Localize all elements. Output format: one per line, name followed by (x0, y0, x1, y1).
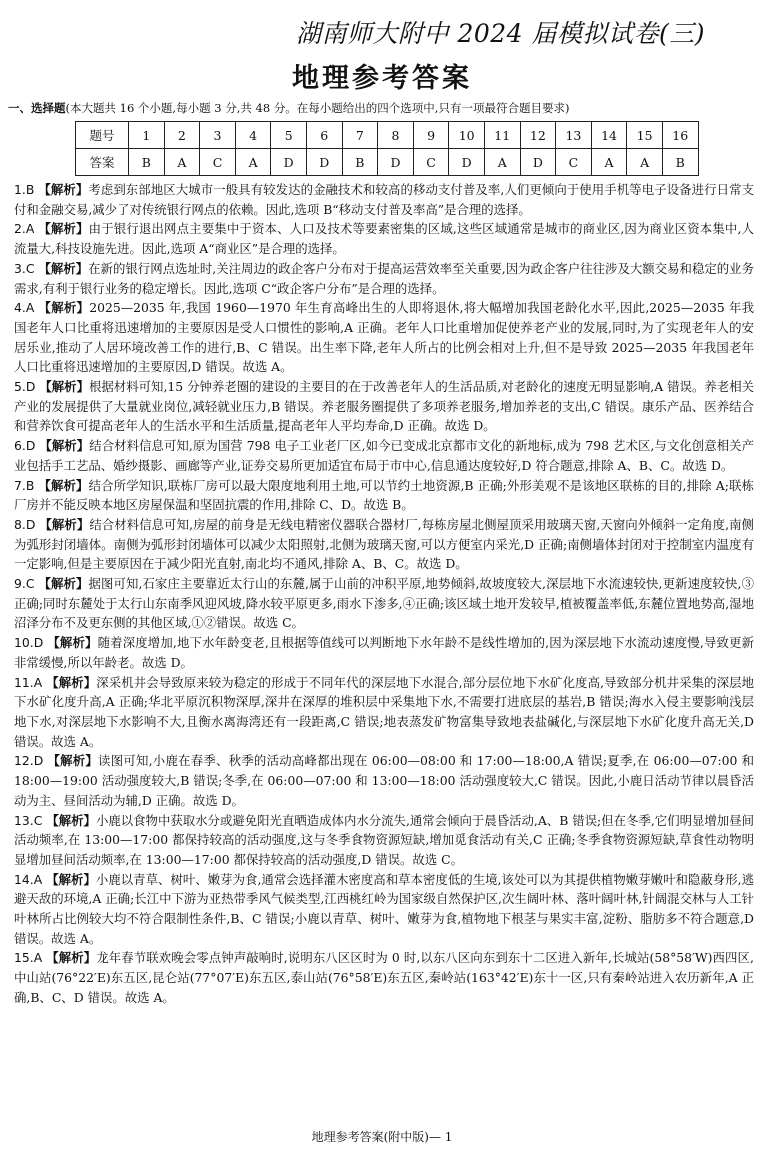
analysis-tag: 【解析】 (46, 871, 96, 887)
explanation-item (14, 811, 754, 870)
section-heading (8, 100, 758, 116)
question-number: 2. (14, 221, 26, 237)
explanation-text: 小鹿以青草、树叶、嫩芽为食,通常会选择灌木密度高和草本密度低的生境,该处可以为其提供植物嫩芽嫩叶和隐蔽身形,逃避天敌的环境,A 正确;长江中下游为亚热带季风气候类型,江西桃红岭为国家级自然保护区,次生阔叶林、落叶阔叶林,针阔混交林与人工针叶林所占比例较大均不符合限制性条件,B、C 错误;小鹿以青草、树叶、嫩芽为食,植物地下根茎与果实丰富,淀粉、脂肪多不符合题意,D 错误。故选 A。 (14, 871, 754, 946)
question-number: 5. (14, 379, 26, 395)
explanation-item (14, 180, 754, 219)
answer-letter: C (25, 260, 35, 276)
analysis-tag: 【解析】 (46, 950, 97, 966)
explanation-item (14, 673, 754, 752)
explanations-list (14, 180, 754, 1008)
answer-table (75, 121, 699, 176)
question-number: 11. (14, 674, 34, 690)
question-number: 3. (14, 260, 26, 276)
explanation-item (14, 377, 754, 436)
explanation-text: 结合材料信息可知,原为国营 798 电子工业老厂区,如今已变成北京都市文化的新地标,成为 798 艺术区,与文化创意相关产业包括手工艺品、婚纱摄影、画廊等产业,证券交易所更加适宜布局于市中心,信息通达度较好,D 符合题意,排除 A、B、C。故选 D。 (14, 438, 755, 473)
answer-table-answer-row (76, 149, 699, 176)
question-number: 12. (14, 753, 34, 769)
question-number-cell: 4 (235, 122, 271, 149)
question-number: 14. (14, 871, 34, 887)
question-number: 9. (14, 576, 26, 592)
answer-letter: D (33, 635, 44, 651)
question-number-cell: 5 (271, 122, 307, 149)
question-number-cell: 3 (200, 122, 236, 149)
question-number-cell: 14 (591, 122, 627, 149)
analysis-tag: 【解析】 (38, 221, 89, 237)
analysis-tag: 【解析】 (46, 674, 97, 690)
answer-letter: A (33, 674, 43, 690)
answer-cell: B (662, 149, 698, 176)
answer-letter: A (33, 950, 43, 966)
explanation-text: 结合材料信息可知,房屋的前身是无线电精密仪器联合器材厂,每栋房屋北侧屋顶采用玻璃天窗,天窗向外倾斜一定角度,南侧为弧形封闭墙体。南侧为弧形封闭墙体可以减少太阳照射,北侧为玻璃天窗,可以方便室内采光,D 正确;南侧墙体封闭对于控制室内温度有一定影响,但是主要原因在于减少阳光直射,南北均不通风,排除 A、B、C。故选 D。 (14, 516, 754, 572)
answer-cell: C (200, 149, 236, 176)
answer-cell: A (164, 149, 200, 176)
answer-cell: D (378, 149, 414, 176)
question-number: 8. (14, 516, 26, 532)
explanation-text: 龙年春节联欢晚会零点钟声敲响时,说明东八区区时为 0 时,以东八区向东到东十二区进入新年,长城站(58°58′W)西四区,中山站(76°22′E)东五区,昆仑站(77°07′E)东五区,泰山站(76°58′E)东五区,秦岭站(163°42′E)东十一区,只有秦岭站进入农历新年,A 正确,B、C、D 错误。故选 A。 (14, 950, 754, 1005)
question-number-cell: 13 (556, 122, 592, 149)
answer-letter: A (33, 871, 43, 887)
answer-letter: A (25, 300, 35, 316)
answer-table-number-row (76, 122, 699, 149)
explanation-text: 小鹿以食物中获取水分或避免阳光直晒造成体内水分流失,通常会倾向于晨昏活动,A、B 错误;但在冬季,它们明显增加昼间活动频率,在 13:00—17:00 都保持较高的活动强度,这与冬季食物资源短缺,增加觅食活动有关,C 正确;冬季食物资源短缺,草食性动物明显增加昼间活动频率,在 13:00—17:00 都保持较高的活动强度,D 错误。故选 C。 (14, 812, 754, 867)
question-number-cell: 9 (413, 122, 449, 149)
page-title: 地理参考答案 (292, 63, 472, 94)
answer-cell: C (556, 149, 592, 176)
answer-letter: A (25, 221, 35, 237)
explanation-item (14, 436, 754, 475)
analysis-tag: 【解析】 (38, 477, 89, 493)
question-number-cell: 11 (484, 122, 520, 149)
answer-cell: D (449, 149, 485, 176)
explanation-text: 结合所学知识,联栋厂房可以最大限度地利用土地,可以节约土地资源,B 正确;外形美观不是该地区联栋的目的,排除 A;联栋厂房并不能反映本地区房屋保温和坚固抗震的作用,排除 C、D。故选 B。 (14, 477, 754, 513)
answer-cell: A (591, 149, 627, 176)
page-footer: 地理参考答案(附中版)— 1 (311, 1130, 453, 1144)
answer-letter: C (33, 812, 43, 828)
question-number-cell: 2 (164, 122, 200, 149)
question-number-cell: 12 (520, 122, 556, 149)
explanation-text: 随着深度增加,地下水年龄变老,且根据等值线可以判断地下水年龄不是线性增加的,因为深层地下水流动速度慢,导致更新非常缓慢,所以年龄老。故选 D。 (14, 635, 754, 670)
answer-cell: A (627, 149, 663, 176)
explanation-text: 深采机井会导致原来较为稳定的形成于不同年代的深层地下水混合,部分层位地下水矿化度高,导致部分机井采集的深层地下水矿化度升高,A 正确;华北平原沉积物深厚,深井在深厚的堆积层中采集地下水,不需要打进底层的基岩,B 错误;海水入侵主要影响浅层地下水,对深层地下水影响不大,且衡水离海湾还有一段距离,C 错误;地表蒸发矿物富集导致地表盐碱化,与深层地下水矿化度升高无关,D 错误。故选 A。 (14, 674, 754, 749)
answer-letter: B (25, 182, 35, 197)
explanation-item (14, 219, 754, 258)
answer-cell: D (520, 149, 556, 176)
question-number: 1. (14, 182, 26, 197)
question-number: 15. (14, 950, 34, 966)
explanation-item (14, 476, 754, 515)
question-number-cell: 6 (306, 122, 342, 149)
question-number: 7. (14, 477, 26, 493)
explanation-text: 据图可知,石家庄主要靠近太行山的东麓,属于山前的冲积平原,地势倾斜,故坡度较大,深层地下水流速较快,更新速度较快,③正确;同时东麓处于太行山东南季风迎风坡,降水较平原更多,雨水下渗多,④正确;该区域土地开发较早,植被覆盖率低,东麓位置地势高,湿地沼泽分布不及更东侧的其他区域,①②错误。故选 C。 (14, 576, 754, 631)
explanation-item (14, 948, 754, 1007)
explanation-item (14, 298, 754, 377)
answer-cell: A (484, 149, 520, 176)
analysis-tag: 【解析】 (47, 635, 98, 651)
question-number: 4. (14, 300, 26, 316)
question-number-cell: 1 (129, 122, 165, 149)
question-number-cell: 8 (378, 122, 414, 149)
answer-letter: D (25, 379, 36, 395)
number-row-header: 题号 (76, 122, 129, 149)
analysis-tag: 【解析】 (38, 300, 90, 316)
question-number: 10. (14, 635, 34, 651)
question-number: 13. (14, 812, 34, 828)
analysis-tag: 【解析】 (47, 753, 99, 769)
explanation-item (14, 751, 754, 810)
explanation-text: 读图可知,小鹿在春季、秋季的活动高峰都出现在 06:00—08:00 和 17:00—18:00,A 错误;夏季,在 06:00—07:00 和 18:00—19:00 活动强度较大,B 错误;冬季,在 06:00—07:00 和 13:00—18:00 活动强度较大,C 错误。因此,小鹿日活动节律以晨昏活动为主、昼间活动为辅,D 正确。故选 D。 (14, 753, 755, 808)
analysis-tag: 【解析】 (38, 260, 89, 276)
question-number: 6. (14, 438, 26, 454)
answer-letter: C (25, 576, 35, 592)
answer-cell: D (271, 149, 307, 176)
explanation-item (14, 515, 754, 574)
section-label: 一、选择题 (8, 101, 66, 115)
answer-letter: D (25, 438, 36, 454)
explanation-text: 由于银行退出网点主要集中于资本、人口及技术等要素密集的区域,这些区域通常是城市的商业区,因为商业区资本集中,人流量大,科技设施先进。因此,选项 A“商业区”是合理的选择。 (14, 221, 754, 257)
answer-row-header: 答案 (76, 149, 129, 176)
explanation-text: 在新的银行网点选址时,关注周边的政企客户分布对于提高运营效率至关重要,因为政企客户往往涉及大额交易和稳定的业务需求,有利于银行业务的稳定增长。因此,选项 C“政企客户分布”是合理的选择。 (14, 260, 754, 296)
answer-letter: B (25, 477, 35, 493)
explanation-text: 根据材料可知,15 分钟养老圈的建设的主要目的在于改善老年人的生活品质,对老龄化的速度无明显影响,A 错误。养老相关产业的发展提供了大量就业岗位,减轻就业压力,B 错误。养老服务圈提供了多项养老服务,增加养老的支出,C 错误。康乐产品、医养结合和营养饮食可提高老年人的生活水平和生活质量,提高老年人平均寿命,D 正确。故选 D。 (14, 379, 754, 434)
analysis-tag: 【解析】 (39, 379, 89, 395)
explanation-item (14, 574, 754, 633)
analysis-tag: 【解析】 (39, 516, 90, 532)
analysis-tag: 【解析】 (46, 812, 96, 828)
question-number-cell: 10 (449, 122, 485, 149)
answer-cell: B (129, 149, 165, 176)
answer-cell: D (306, 149, 342, 176)
section-instruction: (本大题共 16 个小题,每小题 3 分,共 48 分。在每小题给出的四个选项中,只有一项最符合题目要求) (65, 101, 570, 115)
explanation-item (14, 633, 754, 672)
answer-cell: B (342, 149, 378, 176)
question-number-cell: 16 (662, 122, 698, 149)
question-number-cell: 15 (627, 122, 663, 149)
analysis-tag: 【解析】 (38, 576, 89, 592)
analysis-tag: 【解析】 (38, 182, 89, 197)
analysis-tag: 【解析】 (39, 438, 90, 454)
explanation-item (14, 870, 754, 949)
answer-letter: D (25, 516, 36, 532)
explanation-text: 考虑到东部地区大城市一般具有较发达的金融技术和较高的移动支付普及率,人们更倾向于使用手机等电子设备进行日常支付和金融交易,减少了对传统银行网点的依赖。因此,选项 B“移动支付普及率高”是合理的选择。 (14, 182, 754, 217)
explanation-text: 2025—2035 年,我国 1960—1970 年生育高峰出生的人即将退休,将大幅增加我国老龄化水平,因此,2025—2035 年我国老年人口比重将迅速增加的主要原因是受人口惯性的影响,A 正确。老年人口比重增加促使养老产业的发展,同时,为了实现老年人的安居乐业,推动了人居环境改善工作的进行,B、C 错误。出生率下降,老年人所占的比例会相对上升,但不是导致 2025—2035 年我国老年人口比重将迅速增加的主要原因,D 错误。故选 A。 (14, 300, 754, 375)
answer-cell: A (235, 149, 271, 176)
answer-letter: D (33, 753, 44, 769)
school-exam-title: 湖南师大附中 2024 届模拟试卷(三) (296, 19, 706, 48)
explanation-item (14, 259, 754, 298)
answer-cell: C (413, 149, 449, 176)
question-number-cell: 7 (342, 122, 378, 149)
